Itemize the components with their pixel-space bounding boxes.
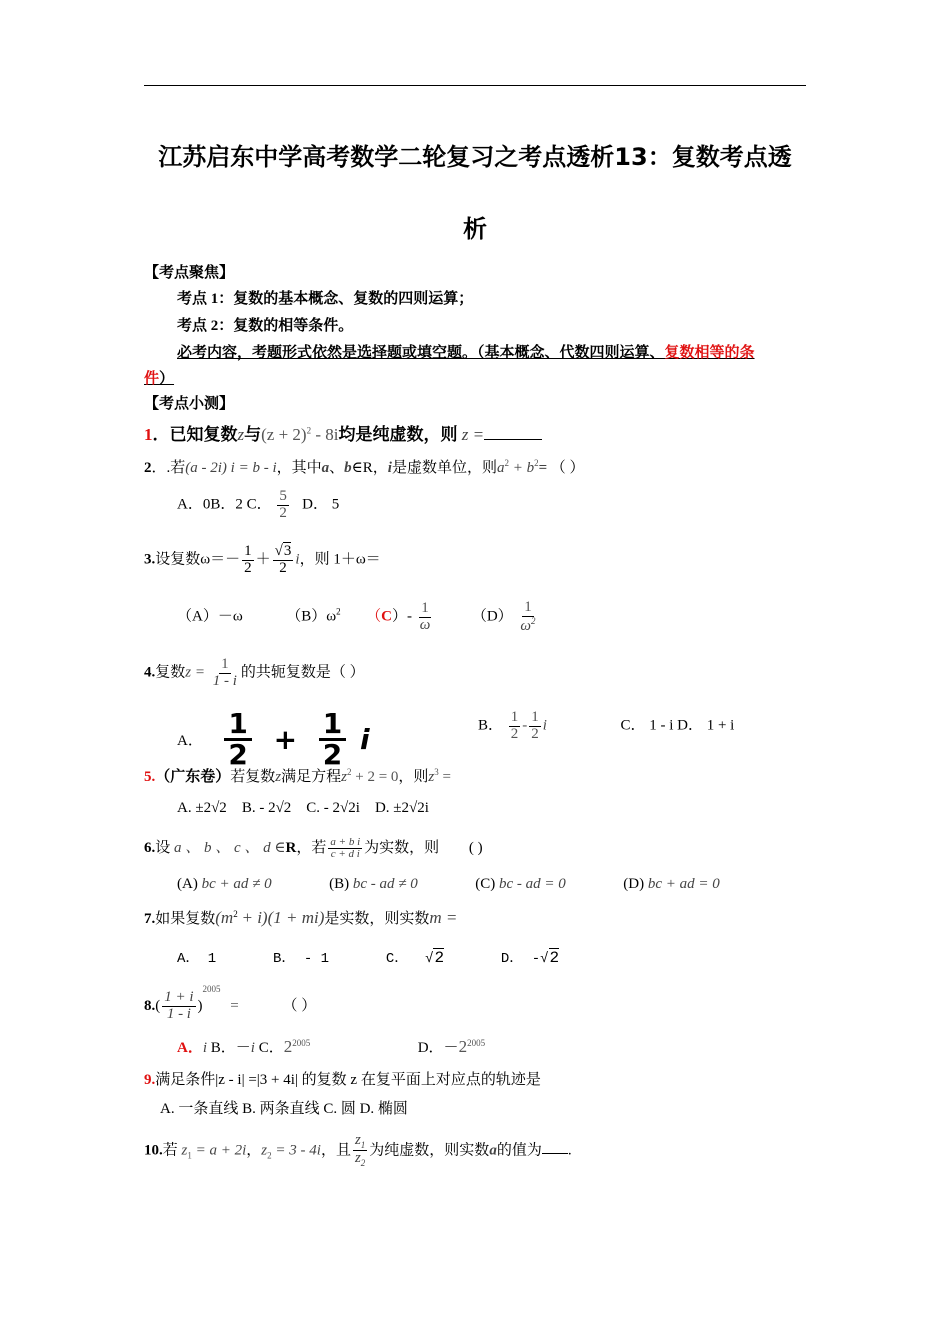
answer-blank[interactable]	[484, 427, 542, 440]
question-2-options: A．0B．2 C． $\frac{5}{2}$ D． 5	[177, 488, 340, 521]
page-title-cont: 析	[463, 215, 487, 243]
section-header-test: 【考点小测】	[144, 396, 235, 412]
question-5: 5.（广东卷）若复数z满足方程$z^2 + 2 = 0$，则$z^3$ =	[144, 767, 451, 785]
section-header-focus: 【考点聚焦】	[144, 265, 235, 281]
fraction: $\frac{5}{2}$	[279, 488, 287, 521]
question-7: 7.如果复数$(m^2 + i)(1 + mi)$是实数，则实数m =	[144, 908, 458, 927]
answer-blank[interactable]	[542, 1141, 568, 1154]
focus-note-cont: 件）	[144, 371, 175, 387]
question-3: 3.设复数ω＝－ $\frac{1}{2}$ ＋ $\frac{√3}{2}$ i，则 1＋ω＝	[144, 543, 381, 576]
focus-point-2: 考点 2：复数的相等条件。	[177, 318, 354, 334]
top-rule	[144, 85, 806, 86]
question-5-options: A. ±2√2 B. - 2√2 C. - 2√2i D. ±2√2i	[177, 800, 429, 816]
question-9: 9.满足条件|z - i| =|3 + 4i| 的复数 z 在复平面上对应点的轨迹是	[144, 1072, 541, 1088]
question-4-options-bcd: B． $\frac{1}{2}$ - $\frac{1}{2}$ i C． 1 - i D． 1 + i	[478, 709, 735, 742]
question-10: 10.若 $z_1 = a + 2i$，$z_2 = 3 - 4i$，且 $\frac{z_1}{z_2}$ 为纯虚数，则实数a的值为 .	[144, 1132, 572, 1169]
question-9-options: A. 一条直线 B. 两条直线 C. 圆 D. 椭圆	[160, 1101, 408, 1117]
question-1: 1．已知复数z与$(z + 2)^2 - 8i$均是纯虚数，则 z =	[144, 420, 542, 445]
question-2: 2．.若(a - 2i) i = b - i，其中a、b∈R，i是虚数单位，则$a^2 + b^2=$ （ ）	[144, 458, 585, 476]
question-4: 4.复数z = $\frac{1}{1 - i}$ 的共轭复数是（ ）	[144, 656, 365, 689]
question-7-options: A． 1 B． - 1 C． √2 D． -√2	[177, 949, 560, 967]
question-3-options: （A）－ω $(B)\omega^2$ （C）- $\frac{1}{\omega}$ （D） $\frac{1}{\omega^2}$	[177, 599, 536, 634]
question-6: 6.设 a 、 b 、 c 、 d ∈R，若 $\frac{\text{a + b i}}{\text{c + d i}}$ 为实数，则 ( )	[144, 835, 483, 861]
focus-note: 必考内容，考题形式依然是选择题或填空题。（基本概念、代数四则运算、复数相等的条	[177, 345, 755, 361]
question-6-options: (A) bc + ad ≠ 0 (B) bc - ad ≠ 0 (C) bc - ad = 0 (D) bc + ad = 0	[177, 876, 720, 892]
focus-point-1: 考点 1：复数的基本概念、复数的四则运算；	[177, 291, 474, 307]
question-4-options: A． $\frac{1}{2}$ + $\frac{1}{2}$ i	[177, 707, 370, 771]
question-8: 8.( $\frac{1 + i}{1 - i}$ )$^{2005}$ = （ ）	[144, 984, 317, 1023]
page-title: 江苏启东中学高考数学二轮复习之考点透析13：复数考点透	[158, 143, 792, 171]
question-8-options: A．i B．－i C．$2^{2005}$ D．$-2^{2005}$	[177, 1037, 486, 1056]
